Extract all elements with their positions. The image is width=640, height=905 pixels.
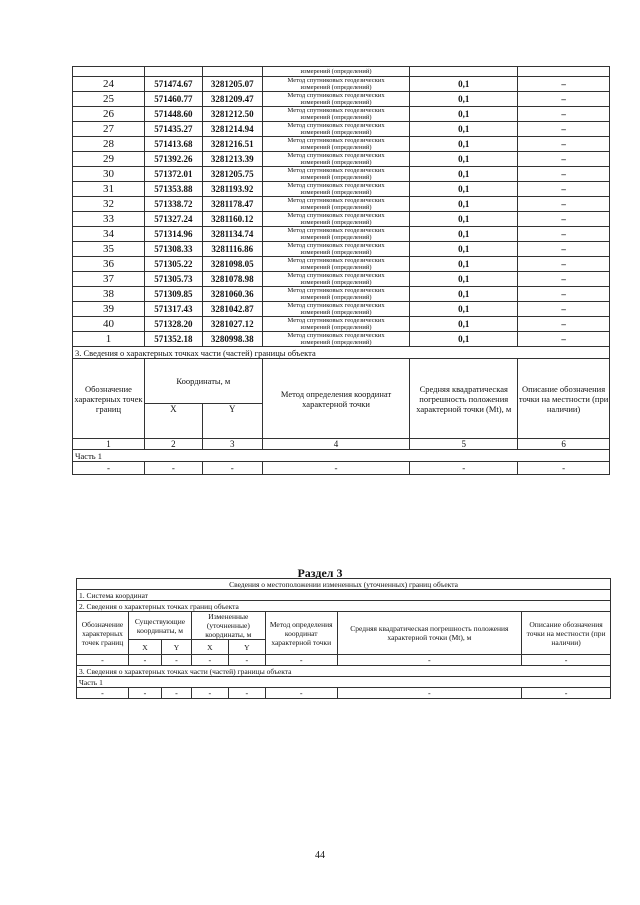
- coord-x: 571474.67: [144, 77, 202, 92]
- point-number: 29: [73, 152, 145, 167]
- table-row: [73, 242, 610, 250]
- table-row: [73, 77, 610, 85]
- method-line-2: измерений (определений): [262, 279, 410, 287]
- coord-y: 3281213.39: [202, 152, 262, 167]
- point-description: –: [518, 77, 610, 92]
- coord-x: 571305.22: [144, 257, 202, 272]
- method-line-2: измерений (определений): [262, 84, 410, 92]
- header-y: Y: [202, 404, 262, 439]
- point-description: –: [518, 227, 610, 242]
- error-value: 0,1: [410, 212, 518, 227]
- coord-y: 3281193.92: [202, 182, 262, 197]
- point-number: 37: [73, 272, 145, 287]
- parts-section-label: 3. Сведения о характерных точках части (частей) границы объекта: [77, 666, 611, 677]
- dash-cell: -: [144, 462, 202, 475]
- coord-y: 3281134.74: [202, 227, 262, 242]
- point-description: –: [518, 107, 610, 122]
- coord-y: 3280998.38: [202, 332, 262, 347]
- method-line-2: измерений (определений): [262, 114, 410, 122]
- coord-x: 571314.96: [144, 227, 202, 242]
- method-line-2: измерений (определений): [262, 249, 410, 257]
- dash-cell: -: [202, 462, 262, 475]
- error-value: 0,1: [410, 317, 518, 332]
- point-description: –: [518, 167, 610, 182]
- point-description: –: [518, 272, 610, 287]
- coord-y: 3281098.05: [202, 257, 262, 272]
- section-subtitle: Сведения о местоположении измененных (уточненных) границ объекта: [77, 579, 611, 590]
- point-number: 27: [73, 122, 145, 137]
- dash-cell: -: [73, 462, 145, 475]
- part-label: Часть 1: [73, 450, 610, 462]
- table-row: [73, 167, 610, 175]
- point-number: 1: [73, 332, 145, 347]
- coord-x: 571328.20: [144, 317, 202, 332]
- coord-y: 3281214.94: [202, 122, 262, 137]
- table-row: [73, 227, 610, 235]
- method-line-2: измерений (определений): [262, 339, 410, 347]
- table-row: [73, 287, 610, 295]
- table-row-fragment: [73, 67, 610, 77]
- error-value: 0,1: [410, 182, 518, 197]
- point-number: 32: [73, 197, 145, 212]
- point-description: –: [518, 302, 610, 317]
- table-row: [73, 272, 610, 280]
- table-row: [73, 462, 610, 475]
- coord-y: 3281178.47: [202, 197, 262, 212]
- point-description: –: [518, 317, 610, 332]
- table-row: [73, 107, 610, 115]
- point-description: –: [518, 182, 610, 197]
- point-description: –: [518, 257, 610, 272]
- coord-y: 3281160.12: [202, 212, 262, 227]
- point-number: 28: [73, 137, 145, 152]
- method-line-1: Метод спутниковых геодезических: [262, 272, 410, 280]
- point-number: 31: [73, 182, 145, 197]
- table-row: - - - - - - - -: [77, 688, 611, 699]
- error-value: 0,1: [410, 227, 518, 242]
- point-description: –: [518, 242, 610, 257]
- coord-system-label: 1. Система координат: [77, 590, 611, 601]
- point-description: –: [518, 137, 610, 152]
- coord-x: 571317.43: [144, 302, 202, 317]
- error-value: 0,1: [410, 92, 518, 107]
- part-label: Часть 1: [77, 677, 611, 688]
- coord-y: 3281078.98: [202, 272, 262, 287]
- table-row: - - - - - - - -: [77, 655, 611, 666]
- error-value: 0,1: [410, 77, 518, 92]
- point-number: 30: [73, 167, 145, 182]
- table-row: [73, 332, 610, 340]
- method-line-1: Метод спутниковых геодезических: [262, 287, 410, 295]
- point-number: 33: [73, 212, 145, 227]
- coord-x: 571413.68: [144, 137, 202, 152]
- column-index: 5: [410, 439, 518, 450]
- dash-cell: -: [262, 462, 410, 475]
- table-row: [73, 317, 610, 325]
- column-index: 6: [518, 439, 610, 450]
- error-value: 0,1: [410, 152, 518, 167]
- error-value: 0,1: [410, 332, 518, 347]
- header-y: Y: [228, 640, 265, 655]
- header-description: Описание обозначения точки на местности (при наличии): [522, 612, 611, 655]
- error-value: 0,1: [410, 272, 518, 287]
- table-row: [73, 152, 610, 160]
- method-line-2: измерений (определений): [262, 174, 410, 182]
- section-3-title: 3. Сведения о характерных точках части (частей) границы объекта: [73, 347, 610, 359]
- table-row: [73, 197, 610, 205]
- method-line-1: Метод спутниковых геодезических: [262, 167, 410, 175]
- point-number: 40: [73, 317, 145, 332]
- table-row: [73, 92, 610, 100]
- point-number: 39: [73, 302, 145, 317]
- method-line-1: Метод спутниковых геодезических: [262, 212, 410, 220]
- header-method: Метод определения координат характерной точки: [265, 612, 337, 655]
- method-line-1: Метод спутниковых геодезических: [262, 122, 410, 130]
- header-x: X: [128, 640, 161, 655]
- method-line-2: измерений (определений): [262, 219, 410, 227]
- method-line-2: измерений (определений): [262, 294, 410, 302]
- method-line-1: Метод спутниковых геодезических: [262, 152, 410, 160]
- header-designation: Обозначение характерных точек границ: [77, 612, 129, 655]
- coord-x: 571372.01: [144, 167, 202, 182]
- header-error: Средняя квадратическая погрешность положения характерной точки (Mt), м: [337, 612, 521, 655]
- coord-y: 3281216.51: [202, 137, 262, 152]
- coord-x: 571338.72: [144, 197, 202, 212]
- error-value: 0,1: [410, 197, 518, 212]
- page-number: 44: [315, 850, 325, 861]
- coord-x: 571435.27: [144, 122, 202, 137]
- header-x: X: [144, 404, 202, 439]
- point-description: –: [518, 332, 610, 347]
- table-row: [73, 302, 610, 310]
- table-row: [73, 122, 610, 130]
- coord-y: 3281027.12: [202, 317, 262, 332]
- table-row: [73, 257, 610, 265]
- coord-x: 571460.77: [144, 92, 202, 107]
- point-number: 36: [73, 257, 145, 272]
- method-line-1: Метод спутниковых геодезических: [262, 332, 410, 340]
- header-changed: Измененные (уточненные) координаты, м: [191, 612, 265, 640]
- point-number: 35: [73, 242, 145, 257]
- method-line-2: измерений (определений): [262, 324, 410, 332]
- point-description: –: [518, 122, 610, 137]
- coord-x: 571352.18: [144, 332, 202, 347]
- table-row: [73, 182, 610, 190]
- error-value: 0,1: [410, 167, 518, 182]
- changed-boundary-table: [76, 578, 611, 699]
- point-number: 25: [73, 92, 145, 107]
- coord-y: 3281205.75: [202, 167, 262, 182]
- method-line-1: Метод спутниковых геодезических: [262, 227, 410, 235]
- method-fragment: измерений (определений): [262, 67, 410, 77]
- method-line-1: Метод спутниковых геодезических: [262, 242, 410, 250]
- method-line-2: измерений (определений): [262, 204, 410, 212]
- error-value: 0,1: [410, 107, 518, 122]
- coord-y: 3281205.07: [202, 77, 262, 92]
- section-title: Раздел 3: [297, 566, 343, 580]
- header-designation: Обозначение характерных точек границ: [73, 359, 145, 439]
- point-description: –: [518, 287, 610, 302]
- header-error: Средняя квадратическая погрешность положения характерной точки (Mt), м: [410, 359, 518, 439]
- coord-x: 571308.33: [144, 242, 202, 257]
- header-x: X: [191, 640, 228, 655]
- dash-cell: -: [410, 462, 518, 475]
- method-line-2: измерений (определений): [262, 234, 410, 242]
- header-existing: Существующие координаты, м: [128, 612, 191, 640]
- coord-y: 3281212.50: [202, 107, 262, 122]
- header-description: Описание обозначения точки на местности (при наличии): [518, 359, 610, 439]
- method-line-1: Метод спутниковых геодезических: [262, 182, 410, 190]
- error-value: 0,1: [410, 122, 518, 137]
- column-index: 3: [202, 439, 262, 450]
- method-line-2: измерений (определений): [262, 144, 410, 152]
- point-number: 26: [73, 107, 145, 122]
- header-coords: Координаты, м: [144, 359, 262, 404]
- error-value: 0,1: [410, 242, 518, 257]
- method-line-1: Метод спутниковых геодезических: [262, 257, 410, 265]
- coord-x: 571305.73: [144, 272, 202, 287]
- method-line-1: Метод спутниковых геодезических: [262, 92, 410, 100]
- point-description: –: [518, 92, 610, 107]
- error-value: 0,1: [410, 287, 518, 302]
- point-number: 38: [73, 287, 145, 302]
- coord-x: 571392.26: [144, 152, 202, 167]
- coord-y: 3281042.87: [202, 302, 262, 317]
- header-method: Метод определения координат характерной точки: [262, 359, 410, 439]
- method-line-2: измерений (определений): [262, 159, 410, 167]
- error-value: 0,1: [410, 137, 518, 152]
- method-line-2: измерений (определений): [262, 309, 410, 317]
- method-line-1: Метод спутниковых геодезических: [262, 107, 410, 115]
- coord-x: 571327.24: [144, 212, 202, 227]
- coord-x: 571448.60: [144, 107, 202, 122]
- coord-y: 3281116.86: [202, 242, 262, 257]
- error-value: 0,1: [410, 257, 518, 272]
- coord-y: 3281060.36: [202, 287, 262, 302]
- method-line-2: измерений (определений): [262, 264, 410, 272]
- error-value: 0,1: [410, 302, 518, 317]
- point-description: –: [518, 152, 610, 167]
- coord-x: 571309.85: [144, 287, 202, 302]
- point-number: 34: [73, 227, 145, 242]
- dash-cell: -: [518, 462, 610, 475]
- coord-y: 3281209.47: [202, 92, 262, 107]
- boundary-points-table: [72, 66, 610, 475]
- header-y: Y: [161, 640, 191, 655]
- method-line-2: измерений (определений): [262, 129, 410, 137]
- column-index: 4: [262, 439, 410, 450]
- table-row: [73, 212, 610, 220]
- method-line-1: Метод спутниковых геодезических: [262, 317, 410, 325]
- point-number: 24: [73, 77, 145, 92]
- method-line-2: измерений (определений): [262, 99, 410, 107]
- point-description: –: [518, 197, 610, 212]
- method-line-1: Метод спутниковых геодезических: [262, 137, 410, 145]
- table-row: [73, 137, 610, 145]
- points-section-label: 2. Сведения о характерных точках границ объекта: [77, 601, 611, 612]
- point-description: –: [518, 212, 610, 227]
- column-index: 2: [144, 439, 202, 450]
- method-line-1: Метод спутниковых геодезических: [262, 197, 410, 205]
- method-line-1: Метод спутниковых геодезических: [262, 77, 410, 85]
- column-index: 1: [73, 439, 145, 450]
- coord-x: 571353.88: [144, 182, 202, 197]
- method-line-1: Метод спутниковых геодезических: [262, 302, 410, 310]
- method-line-2: измерений (определений): [262, 189, 410, 197]
